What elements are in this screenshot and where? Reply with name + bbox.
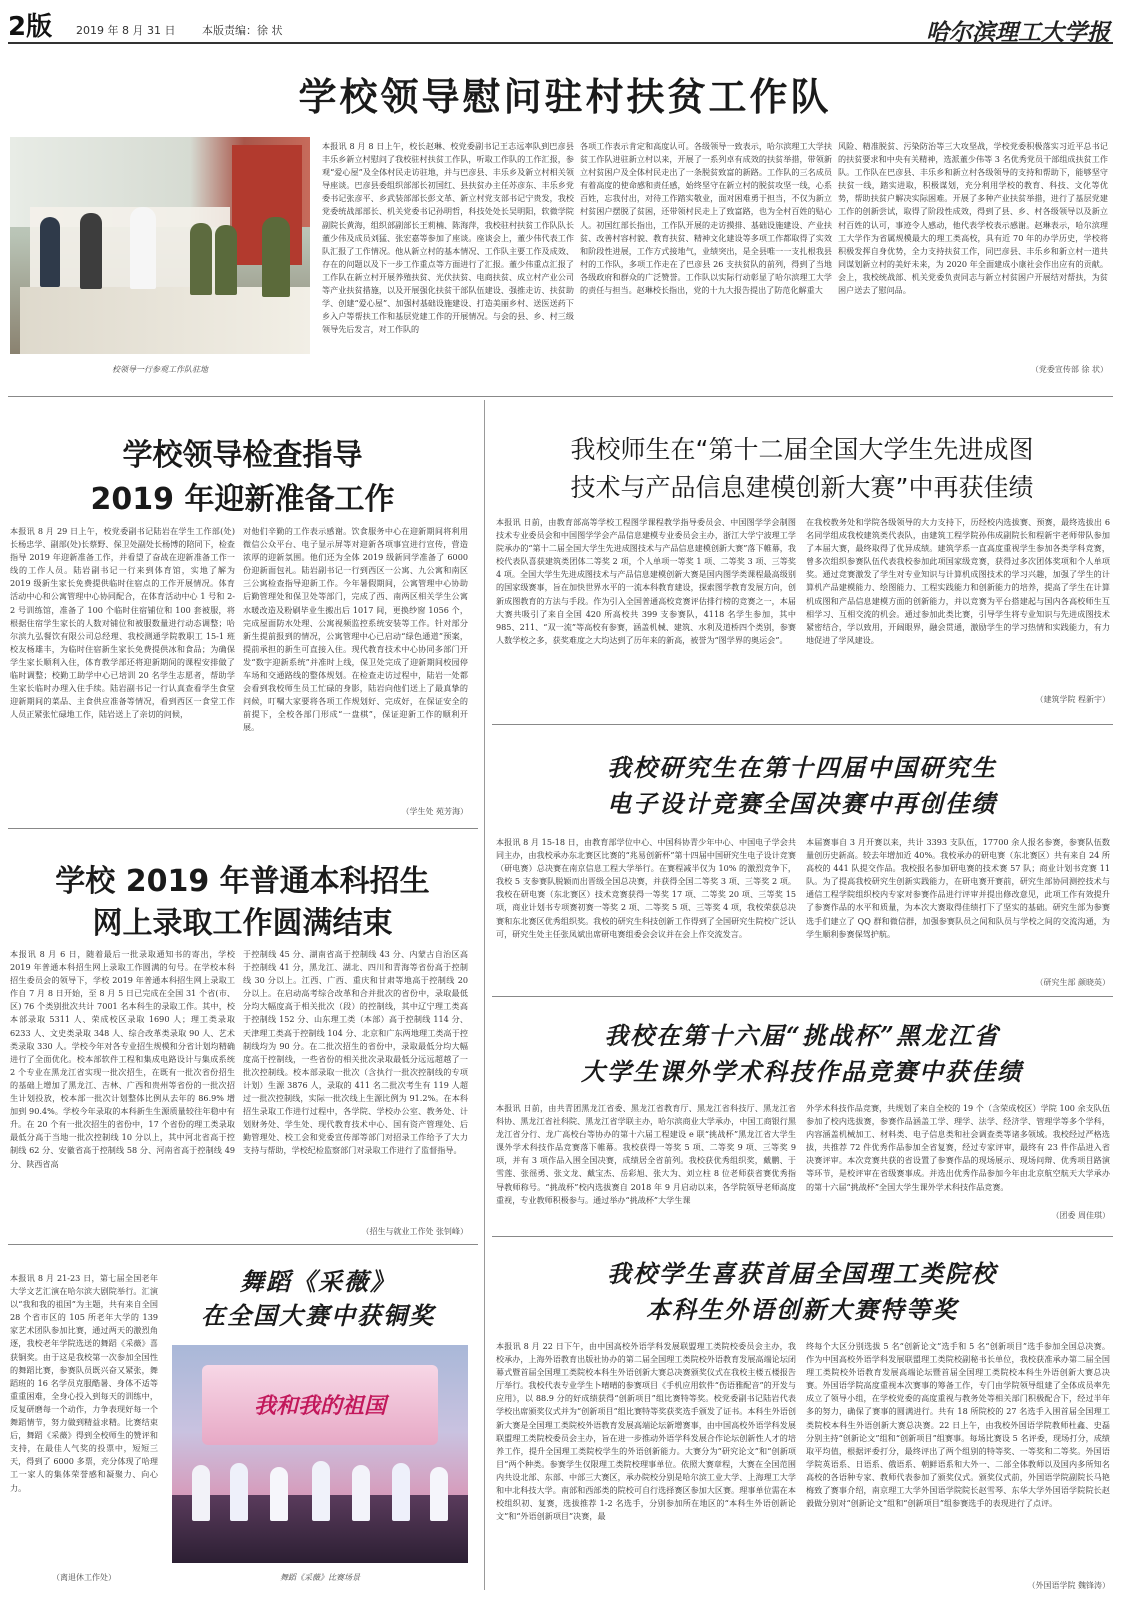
article4-title-line2: 在全国大赛中获铜奖 <box>201 1301 435 1330</box>
article8-column-2: 终每个大区分别选拔 5 名“创新论文”选手和 5 名“创新项目”选手参加全国总决赛。作为中国高校外语学科发展联盟理工类院校副秘书长单位，我校获准承办第二届全国理工类院校外语教育发展高端论坛暨首届全国理工类院校本科生外语创新大赛总决赛。外国语学院高度重视本次赛事的筹备工作，专门由学院领导组建了全体成员率先成立了领导小组，在学校党委的高度重视与教务处等相关部门积极配合下，经过半年多的努力，确保了赛事的圆满进行。共有 18 所院校的 27 名选手入围首届全国理工类院校本科生外语创新大赛总决赛。22 日上午，由我校外国语学院教师杜鑫、史磊分别主持“创新论文”组和“创新项目”组赛事。每场比赛设 5 名评委，现场打分，成绩取平均值，根据评委打分，最终评出了两个组别的特等奖、一等奖和二等奖。外国语学院英语系、日语系、俄语系、朝鲜语系和大外一、二部全体教师以及国内多所知名高校的各语种专家、教师代表参加了颁奖仪式。颁奖仪式前，外国语学院副院长马艳梅致了赛事介绍，南京理工大学外国语学院院长赵雪琴、东华大学外国语学院院长赵毅做分别对“创新论文”组和“创新项目”组参赛选手的表现进行了点评。 <box>806 1341 1110 1509</box>
article3-byline: （招生与就业工作处 张钊峰） <box>361 1227 468 1236</box>
newspaper-name: 哈尔滨理工大学报 <box>926 19 1110 46</box>
article6-title-line2: 电子设计竞赛全国决赛中再创佳绩 <box>607 789 997 818</box>
article2-title-line2: 2019 年迎新准备工作 <box>90 482 395 517</box>
article1-byline: （党委宣传部 徐 状） <box>1030 365 1108 374</box>
issue-date: 2019 年 8 月 31 日 <box>76 24 176 37</box>
article2-column-2: 对他们辛勤的工作表示感谢。饮食服务中心在迎新期间将利用微信公众平台、电子显示屏等对迎新各项事宜进行宣传，营造浓厚的迎新氛围。他们还为全体 2019 级新同学准备了 6000 份迎新面包礼。陆岩副书记一行到西区一公寓、九公寓和南区三公寓检查指导迎新工作。今年暑假期间，公寓管理中心协助后勤管理处和保卫处等部门，完成了西、南两区相关学生公寓水暖改造及粉刷毕业生搬出后 1017 间，更换纱窗 1056 个，完成屋面防水处理、公寓视频监控系统安装等工作。针对部分新生提前报到的情况，公寓管理中心已启动“绿色通道”预案，提前承担的新生可直接入住。现代教育技术中心协同多部门开发“数字迎新系统”并准时上线，保卫处完成了迎新期间校园停车场和交通路线的整体规划。在检查走访过程中，陆岩一处都会看到我校师生员工忙碌的身影，陆岩向他们送上了最真挚的问候，叮嘱大家要将各项工作规划好、完成好，在保证安全的前提下，全校各部门形成“一盘棋”，保证迎新工作的顺利开展。 <box>243 526 468 733</box>
article2-title-line1: 学校领导检查指导 <box>122 438 363 473</box>
article3-column-2: 于控制线 45 分、湖南省高于控制线 43 分、内蒙古自治区高于控制线 41 分，黑龙江、湖北、四川和青海等省份高于控制线 30 分以上。江西、广西、重庆和甘肃等地高于控制线 20 分以上。在启动高考综合改革和合并批次的省份中，录取最低分均大幅度高于相关批次（段）的控制线，其中辽宁理工类高于控制线 152 分、山东理工类（本部）高于控制线 114 分、天津理工类高于控制线 104 分、北京和广东两地理工类高于控制线均为 90 分。在二批次招生的省份中，录取最低分均大幅度高于控制线，一些省份的相关批次录取最低分远远超越了一批次控制线。校本部录取一批次（含执行一批次控制线的专项计划）生源 3876 人，录取的 411 名二批次考生有 119 人超过一批次控制线，实际一批次线上生源比例为 91.2%。在本科招生录取工作进行过程中，各学院、学校办公室、教务处、计划财务处、学生处、现代教育技术中心、国有资产管理处、后勤管理处、校工会和党委宣传部等部门对招录工作给予了大力支持与帮助，学校纪检监察部门对录取工作进行了监督指导。 <box>243 949 468 1156</box>
article3-title-line1: 学校 2019 年普通本科招生 <box>55 864 430 899</box>
article1-photo <box>10 137 310 354</box>
article5-column-1: 本报讯 日前，由教育部高等学校工程图学课程教学指导委员会、中国图学学会制图技术专业委员会和中国图学学会产品信息建模专业委员会主办，浙江大学宁波理工学院承办的“第十二届全国大学生先进成图技术与产品信息建模创新大赛”落下帷幕，我校代表队喜获建筑类团体二等奖 2 项，个人单项一等奖 1 项、二等奖 3 项、三等奖 4 项。全国大学生先进成图技术与产品信息建模创新大赛是国内图学类课程最高级别的国家级赛事，旨在加快世界水平的一流本科教育建设，探索图学教育发展方向，创新成图教育的方法与手段。作为引入全国普通高校竞赛评估排行榜的竞赛之一，本届大赛共吸引了来自全国 420 所高校共 399 支参赛队，4118 名学生参加，其中 985、211、“双一流”等高校有参赛，涵盖机械、建筑、水利及道桥四个类别，参赛人数学校之多，获奖难度之大均达到了历年来的新高，被誉为“图学界的奥运会”。 <box>496 517 796 645</box>
article8-title-line1: 我校学生喜获首届全国理工类院校 <box>607 1259 997 1288</box>
edition-label: 2版 <box>8 12 53 42</box>
article5-column-2: 在我校教务处和学院各级领导的大力支持下，历经校内选拔赛、预赛，最终选拔出 6 名同学组成我校建筑类代表队，由建筑工程学院孙伟成副院长和程新宇老师带队参加了本届大赛，最终取得了优异成绩。建筑学系一直高度重视学生参加各类学科竞赛，曾多次组织参赛队伍代表我校参加此项国家级竞赛，获得过多次团体奖项和个人单项奖。通过竞赛激发了学生对专业知识与计算机成图技术的学习兴趣，加强了学生的计算机产品建模能力、绘图能力、工程实践能力和创新能力的培养，提高了学生在计算机成图和产品信息建模方面的创新能力，并以竞赛为平台搭建起与国内各高校师生互相学习、互相交流的机会。通过参加此类比赛，引导学生将专业知识与先进成图技术紧密结合，学以致用，开阔眼界，融会贯通，激励学生的学习热情和实践能力，有力地促进了学风建设。 <box>806 517 1110 645</box>
article1-column-1: 本报讯 8 月 8 日上午，校长赵琳、校党委副书记王志远率队到巴彦县丰乐乡新立村慰问了我校驻村扶贫工作队，听取工作队的工作汇报，参观“爱心屋”及全体村民走访驻地，并与巴彦县、丰乐乡及新立村相关领导座谈。巴彦县委组织部部长初国红、县扶贫办主任苏彦东、丰乐乡党委书记张彦平、乡武装部部长彭文革、新立村党支部书记宁贵发，我校党委统战部部长、机关党委书记孙明哲，科技处处长吴明阳，软微学院副院长黄海，组织部副部长王莉楠、陈海萍，我校驻村扶贫工作队队长董少伟及成员刘猛、张宏嘉等参加了座谈。座谈会上，董少伟代表工作队汇报了工作情况。他从新立村的基本情况、工作队主要工作及成效、存在的问题以及下一步工作重点等方面进行了汇报。董少伟重点汇报了工作队在新立村开展养殖扶贫、光伏扶贫、电商扶贫、成立村产业公司等产业扶贫措施，以及开展强化扶贫干部队伍建设、强推走访、扶贫助学、创建“爱心屋”、加强村基础设施建设、打造美丽乡村、送医送药下乡入户等帮扶工作和基层党建工作的开展情况。与会的县、乡、村三级领导先后发言，对工作队的 <box>322 141 574 335</box>
article4-byline: （离退休工作处） <box>52 1573 116 1582</box>
section-divider-3 <box>8 1244 478 1245</box>
article1-title: 学校领导慰问驻村扶贫工作队 <box>298 75 832 119</box>
article1-column-3: 风险、精准脱贫、污染防治等三大攻坚战，学校党委积极落实习近平总书记的扶贫要求和中央有关精神，选派董少伟等 3 名优秀党员干部组成扶贫工作队。工作队在巴彦县、丰乐乡和新立村各级领导的支持和帮助下，能够坚守扶贫一线，踏实进取，积极谋划，充分利用学校的教育、科技、文化等优势，帮助扶贫户解决实际困难。开展了多种产业扶贫举措，进行了基层党建工作的创新尝试，取得了阶段性成效，得到了县、乡、村各级领导以及新立村百姓的认可，事迹令人感动，他代表学校表示感谢。赵琳表示，哈尔滨理工大学作为省属规模最大的理工类高校，具有近 70 年的办学历史，学校将积极发挥自身优势，全力支持扶贫工作，同巴彦县、丰乐乡和新立村一道共同谋划新立村的美好未来，为 2020 年全面建成小康社会作出应有的贡献。会上，我校统战部、机关党委负责同志与新立村贫困户开展结对帮扶，为贫困户送去了慰问品。 <box>838 141 1108 296</box>
section-divider-6 <box>492 1236 1113 1237</box>
article8-byline: （外国语学院 魏锋涛） <box>1027 1581 1110 1590</box>
column-divider <box>484 400 485 1590</box>
article3-column-1: 本报讯 8 月 6 日，随着最后一批录取通知书的寄出，学校 2019 年普通本科招生网上录取工作圆满的句号。在学校本科招生委员会的领导下，学校 2019 年普通本科招生网上录取工作自 7 月 8 日开始，至 8 月 5 日已完成在全国 31 个省(市、区) 76 个类别批次共计 7001 名本科生的录取工作。其中，校本部录取 5311 人、荣成校区录取 1690 人；理工类录取 6233 人、文史类录取 348 人、综合改革类录取 90 人、艺术类录取 330 人。学校今年对各专业招生规模和分省计划均精确进行了全面优化。校本部软件工程和集成电路设计与集成系统 2 个专业在黑龙江省实现一批次招生，在既有一批次省份招生的基础上增加了黑龙江、吉林、广西和贵州等省份的一批次招生计划投放，校本部一批次计划整体比例从去年的 86.9% 增加到 90.4%。学校今年录取的本科新生生源质量较往年稳中有升。在 20 个有一批次招生的省份中，17 个省份的理工类录取最低分高于当地一批次控制线 10 分以上，其中河北省高于控制线 62 分、安徽省高于控制线 58 分、河南省高于控制线 49 分、陕西省高 <box>10 949 235 1169</box>
article6-column-1: 本报讯 8 月 15-18 日，由教育部学位中心、中国科协青少年中心、中国电子学会共同主办，由我校承办东北赛区比赛的“兆易创新杯”第十四届中国研究生电子设计竞赛（研电赛）总决赛在南京信息工程大学举行。在赛程减半仅为 10% 的激烈竞争下，我校 5 支参赛队脱颖而出晋级全国总决赛，并获得全国二等奖 3 项、三等奖 2 项。我校在研电赛（东北赛区）技术竞赛获得一等奖 17 项、二等奖 20 项、三等奖 15 项，商业计划书专项赛初赛一等奖 2 项、二等奖 5 项、三等奖 4 项，我校荣获总决赛和东北赛区优秀组织奖。我校的研究生科技创新工作得到了全国研究生院校广泛认可，研究生处主任张凤斌出席研电赛组委会会议并在会上作交流发言。 <box>496 837 796 939</box>
masthead <box>0 0 1121 48</box>
article6-byline: （研究生部 颜晓英） <box>1035 978 1110 987</box>
section-divider-1 <box>8 396 1113 397</box>
article7-title-line1: 我校在第十六届“挑战杯”黑龙江省 <box>604 1021 1000 1050</box>
article7-byline: （团委 周佳琪） <box>1051 1211 1110 1220</box>
article8-column-1: 本报讯 8 月 22 日下午，由中国高校外语学科发展联盟理工类院校委员会主办，我校承办，上海外语教育出版社协办的第二届全国理工类院校外语教育发展高端论坛闭幕式暨首届全国理工类院校本科生外语创新大赛总决赛颁奖仪式在我校主楼五楼报告厅举行。我校代表专业学生卜晴晴的参赛项目《手机应用软件“伤语雅配音”的开发与应用》，以 88.9 分的好成绩获得“创新项目”组比赛特等奖。校党委副书记陆岩代表学校出席颁奖仪式并为“创新项目”组比赛特等奖获奖选手颁发了证书。本科生外语创新大赛是全国理工类院校外语教育发展高端论坛新增赛事，由中国高校外语学科发展联盟理工类院校委员会主办，旨在进一步推动外语学科发展合作论坛创新性人才的培养工作，提升全国理工类院校学生的外语创新能力。大赛分为“研究论文”和“创新项目”两个种类。参赛学生仅限理工类院校理事单位。依照大赛章程，大赛在全国范围内共设北部、东部、中部三大赛区，承办院校分别是哈尔滨工业大学、上海理工大学和中北科技大学。南部和西部类的院校可自行选择赛区参加大区赛。理事单位需在本校组织初、复赛，选拔推荐 1-2 名选手，分别参加所在地区的“本科生外语创新论文”和“外语创新项目”决赛，最 <box>496 1341 796 1522</box>
article3-title-line2: 网上录取工作圆满结束 <box>92 906 393 941</box>
section-divider-5 <box>492 996 1113 997</box>
article2-column-1: 本报讯 8 月 29 日上午，校党委副书记陆岩在学生工作部(处)长杨忠学、副部(处)长蔡野、保卫处副处长杨博的陪同下，检查指导 2019 年迎新准备工作，并看望了奋战在迎新准备工作一线的工作人员。陆岩副书记一行来到体育馆，实地了解为 2019 级新生家长免费提供临时住宿点的工作开展情况。体育活动中心和公寓管理中心协同配合，在体育活动中心 1 号和 2-2 号训练馆，准备了 100 个临时住宿铺位和 100 套被服，将根据住宿学生家长的人数对铺位和被服数量进行动态调整；哈尔滨九弘餐饮有限公司总经理、我校测通学院教职工 15-1 班校友杨雄丰，为临时住宿新生家长免费提供冰和食品；为确保学生家长顺利入住，体育教学部还将迎新期间的课程安排做了临时调整；校勤工助学中心已培训 20 名学生志愿者，帮助学生家长临时办理入住手续。陆岩副书记一行认真查看学生食堂迎新期间的菜品、主食供应准备等情况，看到西区一食堂工作人员正紧张忙碌地工作，陆岩送上了亲切的问候， <box>10 526 235 720</box>
article4-photo-caption: 舞蹈《采薇》比赛场景 <box>280 1573 360 1582</box>
article1-column-2: 各项工作表示肯定和高度认可。各级领导一致表示，哈尔滨理工大学扶贫工作队进驻新立村以来，开展了一系列卓有成效的扶贫举措，带领新立村贫困户及全体村民走出了一条脱贫致富的新路。工作队的三名成员有着高度的使命感和责任感，始终坚守在新立村的脱贫攻坚一线，心系百姓，忘我付出，对待工作踏实敬业，面对困难勇于担当，不仅为新立村贫困户摆脱了贫困，还带领村民走上了致富路，也为全村百姓的贴心人。初国红部长指出，工作队开展的走访摸排、基础设施建设、产业扶贫、改善村容村貌、教育扶贫、精神文化建设等多项工作都取得了实效和阶段性进展，工作方式接地气，业绩突出，是全县唯一一支扎根我县村的工作队，多项工作走在了巴彦县 26 支扶贫队的前列，得到了当地各级政府和群众的广泛赞誉。工作队以实际行动彰显了哈尔滨理工大学的责任与担当。赵琳校长指出，党的十九大报告提出了防范化解重大 <box>580 141 832 296</box>
article5-title-line1: 我校师生在“第十二届全国大学生先进成图 <box>570 435 1034 464</box>
article1-photo-caption: 校领导一行参观工作队驻地 <box>112 365 208 374</box>
article8-title-line2: 本科生外语创新大赛特等奖 <box>646 1295 958 1324</box>
section-divider-2 <box>8 828 478 829</box>
article6-title-line1: 我校研究生在第十四届中国研究生 <box>607 753 997 782</box>
article7-column-2: 外学术科技作品竞赛，共规划了来自全校的 19 个（含荣成校区）学院 100 余支队伍参加了校内选拔赛，参赛作品涵盖工学、理学、法学、经济学、管理学等多个学科，内容涵盖机械加工、材料类、电子信息类和社会调查类等诸多领域。我校经过严格选拔，共推荐 72 件优秀作品参加全省复赛，经过专家评审，最终有 23 件作品进入省决赛评审。本次竞赛共获的省设置了参赛作品的现场展示、现场问辩、优秀项目路演等环节，是校评审在省级赛事成。并选出优秀作品参加今年由北京航空航天大学承办的第十六届“挑战杯”全国大学生课外学术科技作品竞赛。 <box>806 1103 1110 1192</box>
article4-column-1: 本报讯 8 月 21-23 日，第七届全国老年大学文艺汇演在哈尔滨大剧院举行。汇演以“我和我的祖国”为主题，共有来自全国 28 个省市区的 105 所老年大学的 139 家艺术团队参加比赛，通过两天的激烈角逐，我校老年学院选送的舞蹈《采薇》喜获铜奖。由于这是我校第一次参加全国性的舞蹈比赛，参赛队员既兴奋又紧张，舞蹈班的 16 名学员克服酷暑、身体不适等重重困难，全身心投入到每天的训练中，反复研磨每一个动作，力争表现好每一个舞蹈情节，努力做到精益求精。比赛结束后，舞蹈《采薇》得到全校师生的赞评和支持，在最佳人气奖的投票中，短短三天，得到了 6000 多票，充分体现了哈理工一家人的集体荣誉感和凝聚力、向心力。 <box>10 1273 158 1493</box>
section-divider-4 <box>492 724 1113 725</box>
masthead-rule <box>8 42 1113 44</box>
article6-column-2: 本届赛事自 3 月开赛以来，共计 3393 支队伍，17700 余人报名参赛，参赛队伍数量创历史新高。较去年增加近 40%。我校承办的研电赛（东北赛区）共有来自 24 所高校的 441 队提交作品。我校报名参加研电赛的技术赛 57 队；商业计划书竞赛 11 队。为了提高我校研究生创新实践能力，在研电赛开赛前，研究生部协同测控技术与通信工程学院组织校内专家对参赛作品进行评审并提出修改意见，此项工作有效提升了参赛作品的水平和质量，为本次大赛取得佳绩打下了坚实的基础。研究生部为参赛选手们建立了 QQ 群和微信群，加强参赛队员之间和队员与学校之间的交流沟通，为学生顺利参赛保驾护航。 <box>806 837 1110 939</box>
stage-banner-text: 我和我的祖国 <box>253 1393 386 1419</box>
article5-byline: （建筑学院 程新宇） <box>1035 695 1110 704</box>
article4-title-line1: 舞蹈《采薇》 <box>240 1267 396 1296</box>
page-editor: 本版责编：徐 状 <box>202 24 283 37</box>
article7-title-line2: 大学生课外学术科技作品竞赛中获佳绩 <box>581 1057 1023 1086</box>
article4-photo <box>172 1345 468 1563</box>
article5-title-line2: 技术与产品信息建模创新大赛”中再获佳绩 <box>570 473 1034 502</box>
article7-column-1: 本报讯 日前，由共青团黑龙江省委、黑龙江省教育厅、黑龙江省科技厅、黑龙江省科协、黑龙江省社科院、黑龙江省学联主办，哈尔滨商业大学承办，中国工商银行黑龙江省分行、龙广高校台等协办的第十六届工程建设 e 联“挑战杯”黑龙江省大学生课外学术科技作品竞赛落下帷幕。我校获得一等奖 5 项、二等奖 9 项、三等奖 9 项，并有 3 项作品入围全国决赛，成绩居全省前列。我校获优秀组织奖，戴鹏、于雪莲、张徭勇、张文龙、戴宝杰、岳彩旭、张大为、刘立柱 8 位老师获省赛优秀指导教师称号。“挑战杯”校内选拔赛自 2018 年 9 月启动以来，各学院领导老师高度重视，专业教师积极参与。通过举办“挑战杯”大学生课 <box>496 1103 796 1205</box>
article2-byline: （学生处 苑芳海） <box>401 807 468 816</box>
